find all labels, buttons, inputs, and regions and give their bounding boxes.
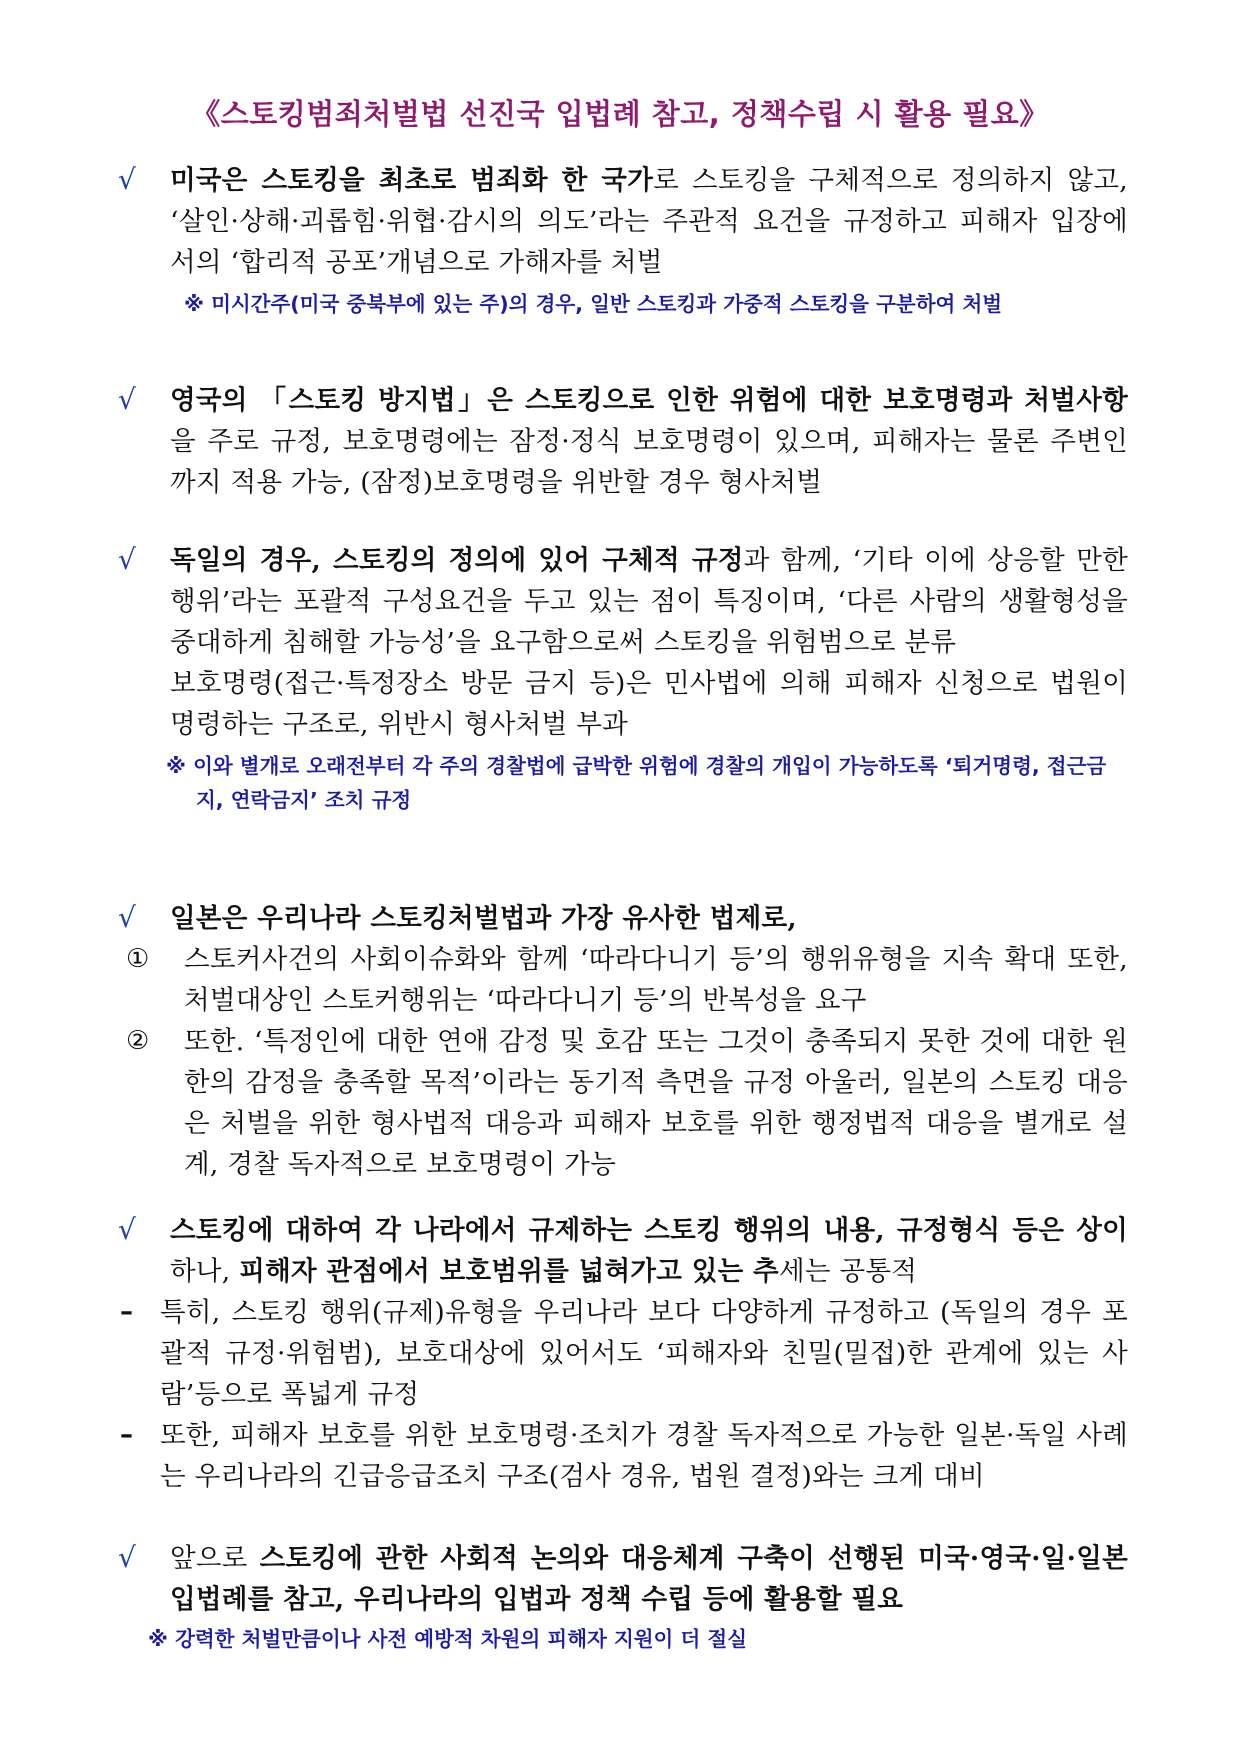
- common-bold-2: 피해자 관점에서 보호범위를 넓혀가고 있는 추: [239, 1256, 779, 1287]
- germany-paragraph: [170, 540, 1128, 663]
- check-icon: √: [118, 163, 136, 196]
- common-tail: 세는 공통적: [778, 1256, 918, 1287]
- common-dash-1-text: 특히, 스토킹 행위(규제)유형을 우리나라 보다 다양하게 규정하고 (독일의 경우 포괄적 규정·위험범), 보호대상에 있어서도 ‘피해자와 친밀(밀접)한 관계에 있는 사람’등으로 폭넓게 규정: [160, 1297, 1128, 1410]
- section-japan: [118, 898, 1128, 1185]
- usa-paragraph: [170, 160, 1128, 283]
- check-icon: √: [118, 543, 136, 576]
- circled-number-1: ①: [126, 944, 150, 974]
- usa-note: ※ 미시간주(미국 중북부에 있는 주)의 경우, 일반 스토킹과 가중적 스토킹을 구분하여 처벌: [184, 292, 1003, 316]
- common-bold-1: 스토킹에 대하여 각 나라에서 규제하는 스토킹 행위의 내용, 규정형식 등은 상이: [170, 1215, 1128, 1246]
- japan-item-1: [118, 939, 1128, 1021]
- conclusion-lead: 앞으로: [170, 1543, 260, 1574]
- conclusion-note: ※ 강력한 처벌만큼이나 사전 예방적 차원의 피해자 지원이 더 절실: [148, 1627, 748, 1651]
- section-uk: [118, 380, 1128, 503]
- circled-number-2: ②: [126, 1026, 150, 1056]
- usa-bold: 미국은 스토킹을 최초로 범죄화 한 국가: [170, 165, 654, 196]
- section-common: [118, 1210, 1128, 1497]
- check-icon: √: [118, 383, 136, 416]
- germany-note: ※ 이와 별개로 오래전부터 각 주의 경찰법에 급박한 위험에 경찰의 개입이 가능하도록 ‘퇴거명령, 접근금지, 연락금지’ 조치 규정: [166, 754, 1107, 812]
- common-dash-2: [118, 1415, 1128, 1497]
- check-icon: √: [118, 1541, 136, 1574]
- germany-text: 과 함께, ‘기타 이에 상응할 만한 행위’라는 포괄적 구성요건을 두고 있는 점이 특징이며, ‘다른 사람의 생활형성을 중대하게 침해할 가능성’을 요구함으로써 스토킹을 위험범으로 분류: [170, 545, 1128, 658]
- uk-paragraph: [170, 380, 1128, 503]
- common-mid: 하나,: [170, 1256, 240, 1287]
- section-conclusion: [118, 1538, 1128, 1656]
- check-icon: √: [118, 901, 136, 934]
- dash-icon: –: [120, 1297, 133, 1327]
- germany-bold: 독일의 경우, 스토킹의 정의에 있어 구체적 규정: [170, 545, 744, 576]
- japan-item-1-text: 스토커사건의 사회이슈화와 함께 ‘따라다니기 등’의 행위유형을 지속 확대 또한, 처벌대상인 스토커행위는 ‘따라다니기 등’의 반복성을 요구: [184, 944, 1128, 1016]
- common-dash-2-text: 또한, 피해자 보호를 위한 보호명령·조치가 경찰 독자적으로 가능한 일본·독일 사례는 우리나라의 긴급응급조치 구조(검사 경유, 법원 결정)와는 크게 대비: [160, 1420, 1128, 1492]
- common-dash-1: [118, 1292, 1128, 1415]
- dash-icon: –: [120, 1420, 133, 1450]
- section-usa: [118, 160, 1128, 321]
- uk-bold: 영국의 「스토킹 방지법」은 스토킹으로 인한 위험에 대한 보호명령과 처벌사항: [170, 385, 1128, 416]
- japan-item-2-text: 또한. ‘특정인에 대한 연애 감정 및 호감 또는 그것이 충족되지 못한 것에 대한 원한의 감정을 충족할 목적’이라는 동기적 측면을 규정 아울러, 일본의 스토킹 대응은 처벌을 위한 형사법적 대응과 피해자 보호를 위한 행정법적 대응을 별개로 설계, 경찰 독자적으로 보호명령이 가능: [184, 1026, 1128, 1180]
- uk-text: 을 주로 규정, 보호명령에는 잠정·정식 보호명령이 있으며, 피해자는 물론 주변인까지 적용 가능, (잠정)보호명령을 위반할 경우 형사처벌: [170, 426, 1128, 498]
- page-title: 《스토킹범죄처벌법 선진국 입법례 참고, 정책수립 시 활용 필요》: [191, 97, 1049, 131]
- check-icon: √: [118, 1213, 136, 1246]
- conclusion-paragraph: [170, 1538, 1128, 1620]
- conclusion-bold: 스토킹에 관한 사회적 논의와 대응체계 구축이 선행된 미국·영국·일·일본 입법례를 참고, 우리나라의 입법과 정책 수립 등에 활용할 필요: [170, 1543, 1128, 1615]
- common-paragraph: [170, 1210, 1128, 1292]
- usa-text: 로 스토킹을 구체적으로 정의하지 않고, ‘살인·상해·괴롭힘·위협·감시의 의도’라는 주관적 요건을 규정하고 피해자 입장에서의 ‘합리적 공포’개념으로 가해자를 처벌: [170, 165, 1128, 278]
- japan-heading: 일본은 우리나라 스토킹처벌법과 가장 유사한 법제로,: [170, 903, 797, 934]
- germany-paragraph-2: 보호명령(접근·특정장소 방문 금지 등)은 민사법에 의해 피해자 신청으로 법원이 명령하는 구조로, 위반시 형사처벌 부과: [170, 668, 1128, 740]
- japan-item-2: [118, 1021, 1128, 1185]
- section-germany: [118, 540, 1128, 817]
